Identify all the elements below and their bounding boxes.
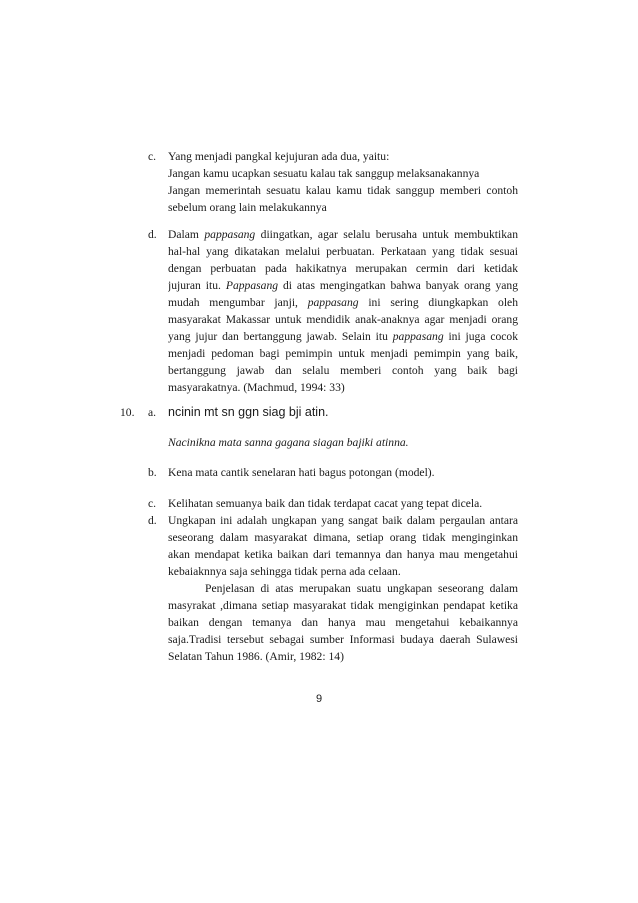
item-10b-text: Kena mata cantik senelaran hati bagus potongan (model).	[168, 466, 435, 479]
page-number: 9	[316, 693, 323, 705]
item-10d-line-2: seseorang dalam masyarakat dimana, setiap orang tidak menginginkan	[168, 531, 518, 544]
item-d-line-6: masyarakat Makassar untuk mendidik anak-anaknya agar menjadi orang	[168, 313, 518, 326]
item-10-para-line-4: saja.Tradisi tersebut sebagai sumber Informasi budaya daerah Sulawesi	[168, 633, 518, 646]
item-10a-lontara: ncinin mt sn ggn siag bji atin.	[168, 405, 329, 419]
item-10d-marker: d.	[148, 514, 157, 527]
item-10d-line-4: kebaiaknnya saja sehingga tidak perna ada celaan.	[168, 565, 401, 578]
item-10-number: 10.	[120, 406, 135, 419]
item-c-marker: c.	[148, 150, 157, 163]
item-d-line-1: Dalam pappasang diingatkan, agar selalu berusaha untuk membuktikan	[168, 228, 518, 241]
item-c-line-1: Yang menjadi pangkal kejujuran ada dua, yaitu:	[168, 150, 390, 163]
item-10d-line-1: Ungkapan ini adalah ungkapan yang sangat baik dalam pergaulan antara	[168, 514, 518, 527]
item-c-line-2: Jangan kamu ucapkan sesuatu kalau tak sanggup melaksanakannya	[168, 167, 480, 180]
item-10-para-line-3: baikan dengan temanya dan hanya mau mengetahui kebaikannya	[168, 616, 518, 629]
item-d-marker: d.	[148, 228, 157, 241]
item-d-line-3: dengan perbuatan pada hakikatnya merupakan cermin dari ketidak	[168, 262, 518, 275]
item-10b-marker: b.	[148, 466, 157, 479]
item-10c-marker: c.	[148, 497, 157, 510]
item-10a-latin: Nacinikna mata sanna gagana siagan bajiki atinna.	[168, 436, 409, 449]
item-d-line-9: bertanggung jawab dan selalu memberi contoh yang baik bagi	[168, 364, 518, 377]
item-10c-text: Kelihatan semuanya baik dan tidak terdapat cacat yang tepat dicela.	[168, 497, 483, 510]
item-10-para-line-2: masyrakat ,dimana setiap masyarakat tidak mengiginkan pendapat ketika	[168, 599, 518, 612]
item-d-line-5: mudah mengumbar janji, pappasang ini sering diungkapkan oleh	[168, 296, 518, 309]
item-d-line-4: jujuran itu. Pappasang di atas mengingatkan bahwa banyak orang yang	[168, 279, 518, 292]
item-10a-marker: a.	[148, 406, 157, 419]
item-d-line-8: menjadi pedoman bagi pemimpin untuk menjadi pemimpin yang baik,	[168, 347, 518, 360]
item-10-para-line-1: Penjelasan di atas merupakan suatu ungkapan seseorang dalam	[205, 582, 518, 595]
item-c-line-4: sebelum orang lain melakukannya	[168, 201, 327, 214]
item-10d-line-3: akan mendapat ketika baikan dari temannya dan hanya mau mengetahui	[168, 548, 518, 561]
item-d-line-2: hal-hal yang dikatakan melalui perbuatan. Perkataan yang tidak sesuai	[168, 245, 518, 258]
item-c-line-3: Jangan memerintah sesuatu kalau kamu tidak sanggup memberi contoh	[168, 184, 518, 197]
item-d-line-10: masyarakatnya. (Machmud, 1994: 33)	[168, 381, 345, 394]
item-10-para-line-5: Selatan Tahun 1986. (Amir, 1982: 14)	[168, 650, 344, 663]
item-d-line-7: yang jujur dan bertanggung jawab. Selain itu pappasang ini juga cocok	[168, 330, 518, 343]
